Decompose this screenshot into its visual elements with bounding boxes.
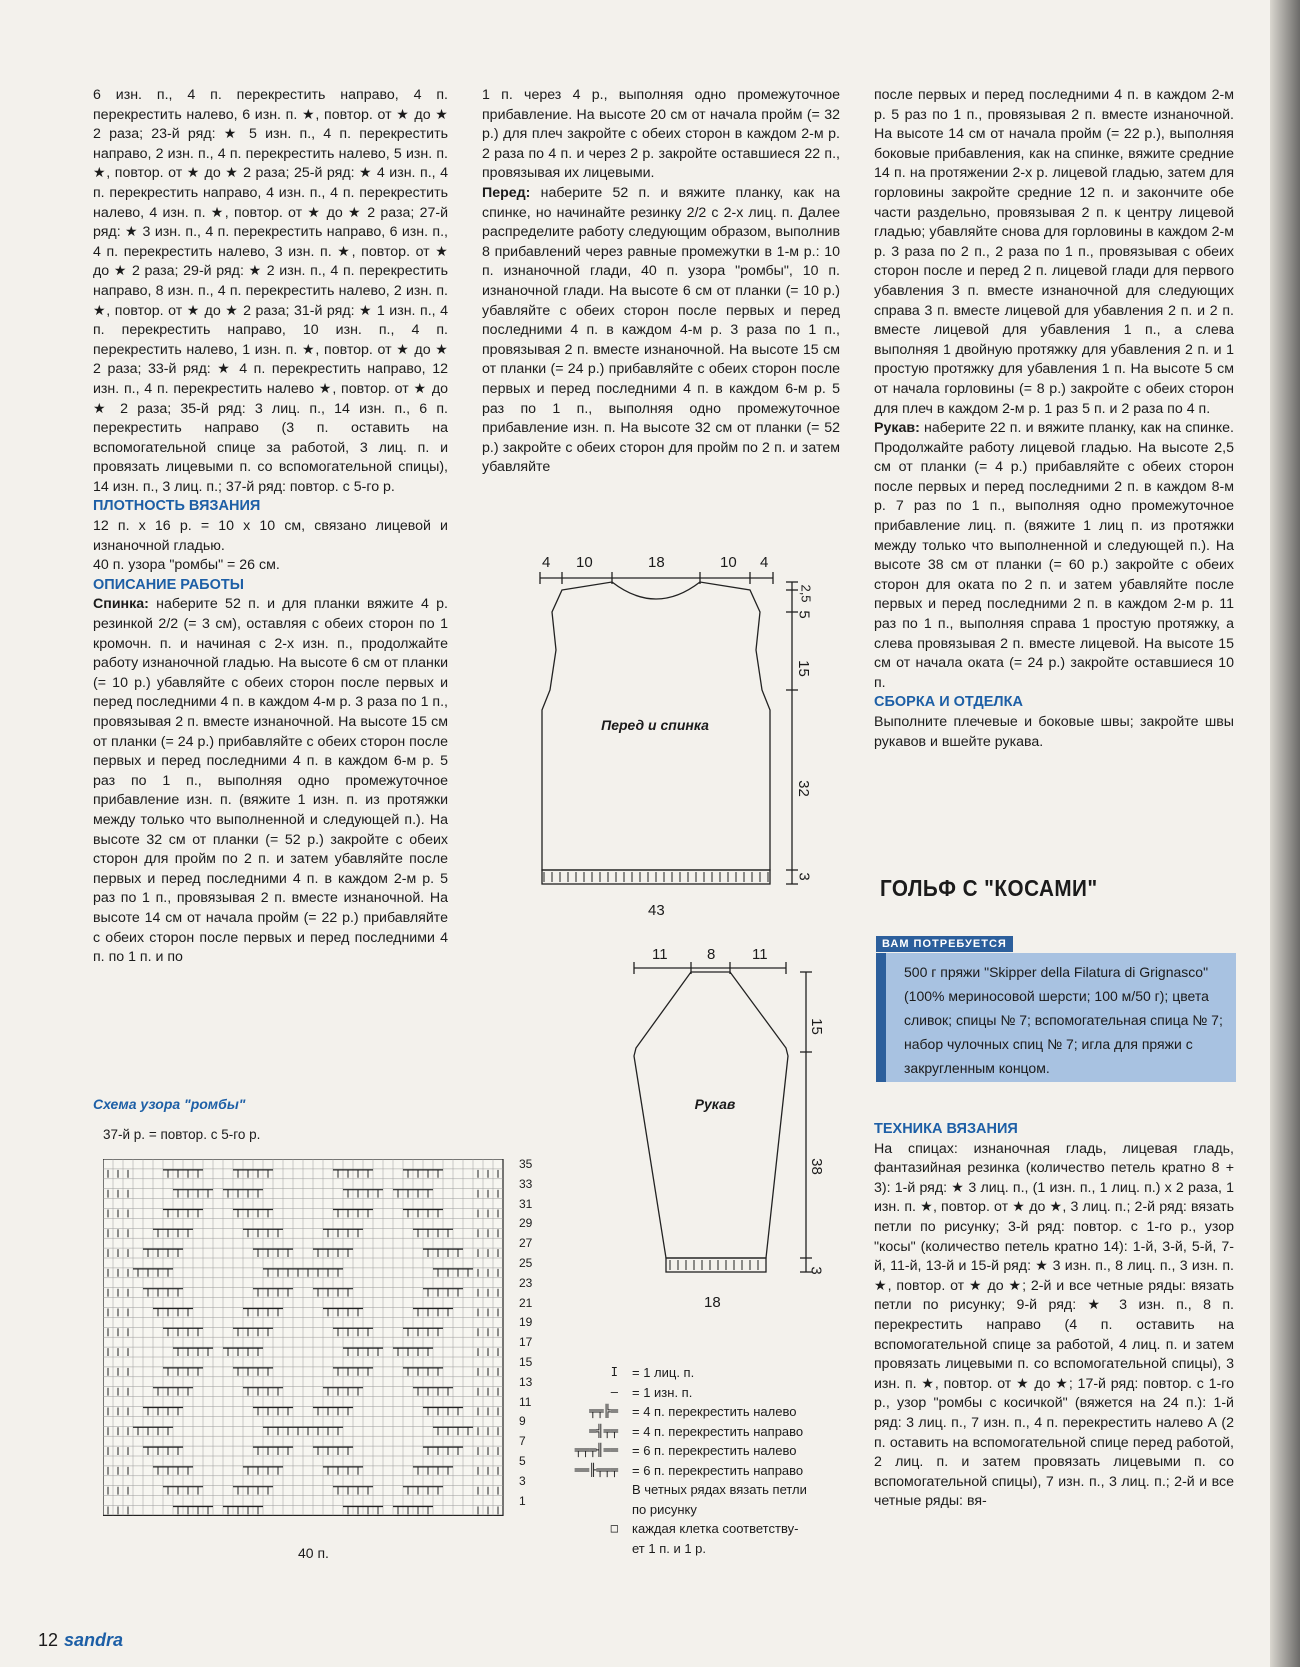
front-dim-top-5: 4	[760, 554, 769, 571]
front-dim-top-2: 10	[576, 554, 593, 571]
legend-text: В четных рядах вязать петли	[632, 1482, 807, 1497]
front-lead: Перед:	[482, 184, 531, 201]
column-3	[874, 86, 1234, 752]
chart-note: 37-й р. = повтор. с 5-го р.	[103, 1127, 261, 1142]
front-dim-top-1: 4	[542, 554, 551, 571]
legend-item	[548, 1461, 848, 1481]
sleeve-dim-side-3: 3	[807, 1266, 825, 1275]
chart-row-number: 25	[519, 1256, 533, 1270]
front-instructions	[482, 184, 840, 478]
front-dim-side-5: 3	[795, 872, 813, 881]
heading-technique: ТЕХНИКА ВЯЗАНИЯ	[874, 1121, 1018, 1137]
technique-section	[874, 1120, 1234, 1512]
technique-text: На спицах: изнаночная гладь, лицевая гладь, фантазийная резинка (количество петель кратно 8 + 3): 1-й ряд: ★ 3 лиц. п., (1 изн. п., 1 лиц. п.) х 2 раза, 1 изн. п. ★, повтор. от ★ до ★, 3 лиц. п.; 2-й ряд: вязать петли по рисунку; 3-й ряд: повтор. с 1-го р., узор "косы" (количество петель кратно 14): 1-й, 3-й, 5-й, 7-й, 11-й, 13-й и 15-й ряд: ★ 3 изн. п., 8 лиц. п., 3 изн. п. ★, повтор. от ★ до ★; 2-й и все четные ряды: вязать петли по рисунку; 9-й ряд: ★ 3 изн. п., 8 п. перекрестить направо (4 п. оставить на вспомогательной спице за работой, 4 лиц. п. и затем провязать лицевыми п. со вспомогательной спицы), 3 изн. п. ★, повтор. от ★ до ★; 17-й ряд: повтор. с 1-го р., узор "ромбы с косичкой" (вяжется на 24 п.): 1-й ряд: 3 лиц. п., 7 изн. п., 4 п. перекрестить налево А (2 п. оставить на вспомогательной спице перед работой, 2 лиц. п. и затем провязать лицевыми п. со вспомогательной спицы), 7 изн. п., 3 лиц. п.; 2-й и все четные ряды: вя-	[874, 1140, 1234, 1510]
chart-row-number: 13	[519, 1374, 533, 1389]
continued-text: 1 п. через 4 р., выполняя одно промежуточное прибавление. На высоте 20 см от начала пройм (= 32 р.) для плеч закройте с обеих сторон в каждом 2-м р. 2 раза по 4 п. и через 2 р. закройте оставшиеся 22 п., провязывая их лицевыми.	[482, 87, 840, 182]
front-back-label: Перед и спинка	[601, 717, 709, 733]
sleeve-dim-top-1: 11	[652, 946, 668, 963]
front-back-schematic	[530, 550, 830, 920]
legend-text: каждая клетка соответству-	[632, 1521, 799, 1536]
sleeve-dim-side-2: 38	[807, 1158, 825, 1175]
chart-legend	[548, 1363, 848, 1558]
legend-item	[548, 1402, 848, 1422]
legend-item	[548, 1383, 848, 1403]
chart-row-number: 19	[519, 1315, 533, 1330]
heading-assembly: СБОРКА И ОТДЕЛКА	[874, 694, 1023, 711]
column-1	[93, 86, 448, 968]
chart-row-number: 27	[519, 1236, 533, 1251]
rhombus-chart-grid	[103, 1159, 523, 1539]
sleeve-schematic	[630, 948, 830, 1298]
legend-symbol: ══╟╤╤╤	[574, 1462, 618, 1477]
chart-row-number: 1	[519, 1493, 526, 1508]
legend-text: = 6 п. перекрестить налево	[632, 1443, 797, 1458]
legend-text: = 1 изн. п.	[632, 1384, 693, 1400]
back-lead: Спинка:	[93, 596, 149, 613]
density-text-1: 12 п. х 16 р. = 10 х 10 см, связано лицевой и изнаночной гладью.	[93, 518, 448, 554]
heading-density: ПЛОТНОСТЬ ВЯЗАНИЯ	[93, 498, 261, 515]
chart-row-number: 23	[519, 1275, 533, 1290]
sleeve-instructions	[874, 419, 1234, 693]
front-dim-side-1: 2,5	[798, 584, 814, 603]
heading-description: ОПИСАНИЕ РАБОТЫ	[93, 576, 244, 593]
legend-text: = 4 п. перекрестить направо	[632, 1423, 804, 1439]
sleeve-text: наберите 22 п. и вяжите планку, как на спинке. Продолжайте работу лицевой гладью. На высоте 2,5 см от планки (= 4 р.) прибавляйте с обеих сторон после первых и перед последними 2 п. в каждом 8-м р. 7 раз по 1 п., выполняя одно промежуточное прибавление лиц. п. (вяжите 1 лиц п. из протяжки между только что выполненной и следующей п.). На высоте 38 см от планки (= 60 р.) закройте с обеих сторон для оката по 2 п. и затем убавляйте после первых и перед последними 2 п. в каждом 2-м р. 11 раз по 1 п., выполняя справа 1 простую протяжку, а слева провязывая 2 п. вместе лицевой. На высоте 15 см от начала оката (= 24 р.) закройте оставшиеся 10 п.	[874, 420, 1234, 691]
column-2	[482, 86, 840, 478]
legend-text: = 4 п. перекрестить налево	[632, 1404, 797, 1419]
chart-title: Схема узора "ромбы"	[93, 1096, 246, 1112]
neckline-text: после первых и перед последними 4 п. в каждом 2-м р. 5 раз по 1 п., провязывая 2 п. вместе изнаночной. На высоте 14 см от начала пройм (= 22 р.), выполняя боковые прибавления, как на спинке, вяжите средние 14 п. на протяжении 2-х р. лицевой гладью, затем для горловины закройте средние 12 п. и закончите обе части раздельно, провязывая 2 п. к центру лицевой гладью; убавляйте снова для горловины в каждом 2-м р. 3 раза по 2 п., 2 раза по 1 п., провязывая с обеих сторон после и перед 2 п. лицевой глади для первого убавления 3 п. вместе изнаночной для следующих справа 3 п. вместе лицевой для убавления 2 п. и 2 п. вместе лицевой для убавления 1 п., а слева выполняя 1 двойную протяжку для убавления 2 п. и 1 простую протяжку для убавления 1 п. На высоте 5 см от начала горловины (= 8 р.) закройте с обеих сторон для плеч в каждом 2-м р. 1 раз 5 п. и 2 раза по 4 п.	[874, 87, 1234, 417]
materials-box	[876, 936, 1236, 1082]
chart-row-number: 21	[519, 1295, 533, 1310]
legend-item	[548, 1500, 848, 1520]
legend-item	[548, 1422, 848, 1442]
front-dim-side-4: 32	[794, 780, 812, 797]
front-dim-top-4: 10	[720, 554, 737, 571]
materials-text: 500 г пряжи "Skipper della Filatura di Grignasco" (100% мериносовой шерсти; 100 м/50 г); цвета сливок; спицы № 7; вспомогательная спица № 7; набор чулочных спиц № 7; игла для пряжи с закругленным концом.	[904, 964, 1223, 1076]
legend-symbol: ╤╤╠═	[589, 1404, 618, 1418]
chart-row-number: 7	[519, 1434, 526, 1449]
sleeve-width-dim: 18	[704, 1294, 721, 1311]
page-footer	[38, 1630, 123, 1651]
sleeve-label: Рукав	[694, 1096, 736, 1112]
sleeve-dim-side-1: 15	[807, 1018, 825, 1035]
legend-symbol: –	[610, 1384, 618, 1399]
article-title: ГОЛЬФ С "КОСАМИ"	[880, 875, 1098, 901]
legend-item	[548, 1363, 848, 1383]
back-text: наберите 52 п. и для планки вяжите 4 р. резинкой 2/2 (= 3 см), оставляя с обеих сторон по 1 кромочн. п. и начиная с 2-х изн. п., продолжайте работу изнаночной гладью. На высоте 6 см от планки (= 10 р.) убавляйте с обеих сторон после первых и перед последними 4 п. в каждом 4-м р. 3 раза по 1 п., провязывая 2 п. вместе изнаночной. На высоте 15 см от планки (= 24 р.) прибавляйте с обеих сторон после первых и перед последними 4 п. в каждом 6-м р. 5 раз по 1 п., выполняя одно промежуточное прибавление изн. п. (вяжите 1 изн. п. из протяжки между только что выполненной и следующей п.). На высоте 32 см от планки (= 52 р.) закройте с обеих сторон для пройм по 2 п. и затем убавляйте после первых и перед последними 4 п. в каждом 2-м р. 5 раз по 1 п., провязывая 2 п. вместе изнаночной. На высоте 14 см от начала пройм (= 22 р.) прибавляйте с обеих сторон после первых и перед последними 4 п. по 1 п. и по	[93, 596, 448, 966]
front-text: наберите 52 п. и вяжите планку, как на спинке, но начинайте резинку 2/2 с 2-х лиц. п. Далее распределите работу следующим образом, выполнив 8 прибавлений через равные промежутки в 1-м р.: 10 п. изнаночной глади, 40 п. узора "ромбы", 10 п. изнаночной глади. На высоте 6 см от планки (= 10 р.) убавляйте с обеих сторон после первых и перед последними 4 п. в каждом 4-м р. 3 раза по 1 п., провязывая 2 п. вместе изнаночной. На высоте 15 см от планки (= 24 р.) прибавляйте с обеих сторон после первых и перед последними 4 п. в каждом 6-м р. 5 раз по 1 п., выполняя одно промежуточное прибавление изн. п. На высоте 32 см от планки (= 52 р.) закройте с обеих сторон для пройм по 2 п. и затем убавляйте	[482, 184, 840, 476]
sleeve-dim-top-2: 8	[707, 946, 716, 963]
sleeve-lead: Рукав:	[874, 420, 920, 437]
chart-row-number: 15	[519, 1355, 533, 1369]
magazine-brand: sandra	[64, 1630, 124, 1650]
chart-row-number: 3	[519, 1473, 526, 1488]
page-number: 12	[38, 1630, 59, 1650]
materials-box-tab: ВАМ ПОТРЕБУЕТСЯ	[876, 936, 1013, 952]
chart-row-number: 35	[519, 1157, 533, 1171]
chart-width-label: 40 п.	[298, 1545, 329, 1561]
legend-item	[548, 1519, 848, 1539]
legend-text: = 6 п. перекрестить направо	[632, 1462, 804, 1478]
chart-row-number: 31	[519, 1196, 533, 1211]
chart-row-number: 17	[519, 1335, 533, 1350]
legend-item	[548, 1480, 848, 1500]
binding-edge	[1270, 0, 1300, 1667]
legend-symbol: □	[610, 1521, 618, 1535]
chart-row-number: 11	[519, 1394, 532, 1409]
front-width-dim: 43	[648, 902, 665, 919]
chart-row-number: 9	[519, 1414, 526, 1429]
legend-symbol: I	[610, 1365, 618, 1379]
front-dim-top-3: 18	[648, 554, 665, 571]
legend-item	[548, 1539, 848, 1559]
front-dim-side-2: 5	[795, 610, 813, 619]
pattern-rows-text: 6 изн. п., 4 п. перекрестить направо, 4 п. перекрестить налево, 6 изн. п. ★, повтор. от ★ до ★ 2 раза; 23-й ряд: ★ 5 изн. п., 4 п. перекрестить направо, 2 изн. п., 4 п. перекрестить налево, 5 изн. п. ★, повтор. от ★ до ★ 2 раза; 25-й ряд: ★ 4 изн. п., 4 п. перекрестить направо, 4 изн. п., 4 п. перекрестить налево, 4 изн. п. ★, повтор. от ★ до ★ 2 раза; 27-й ряд: ★ 3 изн. п., 4 п. перекрестить направо, 6 изн. п., 4 п. перекрестить налево, 3 изн. п. ★, повтор. от ★ до ★ 2 раза; 29-й ряд: ★ 2 изн. п., 4 п. перекрестить направо, 8 изн. п., 4 п. перекрестить налево, 2 изн. п. ★, повтор. от ★ до ★ 2 раза; 31-й ряд: ★ 1 изн. п., 4 п. перекрестить направо, 10 изн. п., 4 п. перекрестить налево, 1 изн. п. ★, повтор. от ★ до ★ 2 раза; 33-й ряд: ★ 4 п. перекрестить направо, 12 изн. п., 4 п. перекрестить налево ★, повтор. от ★ до ★ 2 раза; 35-й ряд: 3 лиц. п., 14 изн. п., 6 п. перекрестить направо (3 п. оставить на вспомогательной спице за работой, 3 лиц. п. и провязать лицевыми п. со вспомогательной спицы), 14 изн. п., 3 лиц. п.; 37-й ряд: повтор. с 5-го р.	[93, 87, 448, 495]
legend-text: ет 1 п. и 1 р.	[632, 1540, 707, 1556]
sleeve-dim-top-3: 11	[752, 946, 768, 963]
legend-symbol: ═╣╤╤	[589, 1423, 618, 1438]
chart-row-number: 5	[519, 1454, 526, 1468]
chart-row-number: 29	[519, 1216, 533, 1231]
chart-row-number: 33	[519, 1176, 533, 1191]
legend-text: по рисунку	[632, 1501, 697, 1517]
legend-text: = 1 лиц. п.	[632, 1365, 695, 1380]
front-dim-side-3: 15	[794, 660, 812, 677]
density-text-2: 40 п. узора "ромбы" = 26 см.	[93, 557, 280, 574]
legend-symbol: ╤╤╤╢══	[574, 1443, 618, 1457]
legend-item	[548, 1441, 848, 1461]
back-instructions	[93, 595, 448, 967]
assembly-text: Выполните плечевые и боковые швы; закройте швы рукавов и вшейте рукава.	[874, 714, 1234, 750]
